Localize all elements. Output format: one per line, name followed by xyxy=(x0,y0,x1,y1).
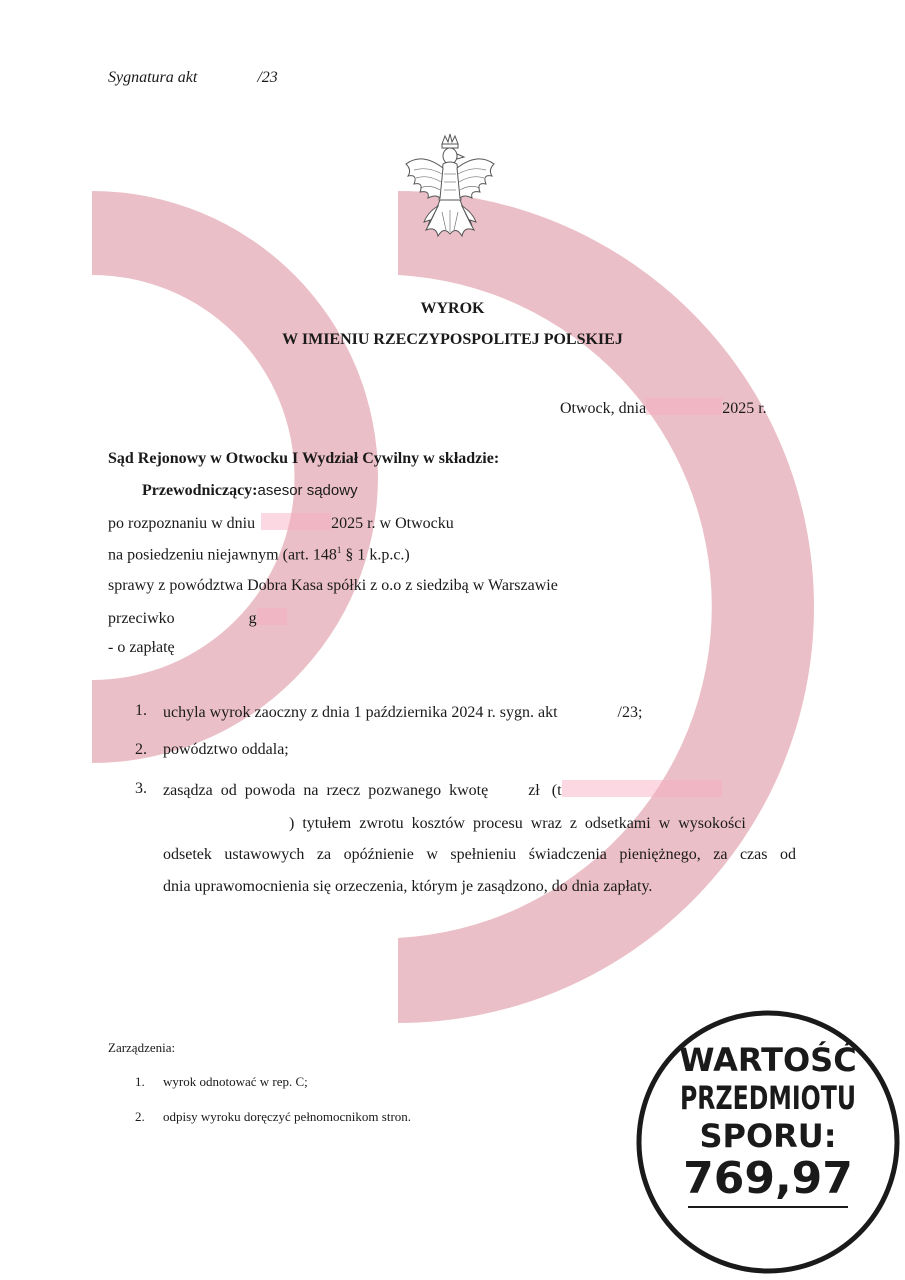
order-1-number: 1. xyxy=(135,1074,145,1089)
hearing-suffix: 2025 r. w Otwocku xyxy=(331,515,454,532)
badge-line-2: PRZEDMIOTU xyxy=(680,1079,856,1117)
ruling-2-text: powództwo oddala; xyxy=(163,741,289,758)
ruling-3-number: 3. xyxy=(135,780,147,797)
against-line xyxy=(108,608,287,628)
chair-label: Przewodniczący: xyxy=(142,482,258,499)
order-2-number: 2. xyxy=(135,1109,145,1124)
place-date xyxy=(560,398,767,418)
against-value: g xyxy=(248,610,257,627)
session-prefix: na posiedzeniu niejawnym (art. 148 xyxy=(108,546,337,564)
session-line xyxy=(108,545,410,564)
place-date-suffix: 2025 r. xyxy=(722,400,767,417)
against-label: przeciwko xyxy=(108,610,175,627)
polish-eagle-emblem-icon xyxy=(398,130,502,250)
ruling-3-line-1 xyxy=(163,780,722,800)
dispute-value-badge xyxy=(634,1008,902,1276)
ruling-2-number: 2. xyxy=(135,741,147,758)
ruling-1-text: uchyla wyrok zaoczny z dnia 1 października 2024 r. sygn. akt xyxy=(163,704,558,721)
place-date-prefix: Otwock, dnia xyxy=(560,400,647,417)
orders-label: Zarządzenia: xyxy=(108,1040,176,1055)
ruling-3-text-a: zasądza od powoda na rzecz pozwanego kwotę xyxy=(163,782,489,799)
hearing-line xyxy=(108,513,454,533)
chair-value: asesor sądowy xyxy=(257,482,358,499)
order-2-text: odpisy wyroku doręczyć pełnomocnikom stron. xyxy=(163,1109,412,1124)
session-sup: 1 xyxy=(336,545,342,555)
judgment-subtitle: W IMIENIU RZECZYPOSPOLITEJ POLSKIEJ xyxy=(282,331,623,348)
chair-line xyxy=(142,482,358,500)
order-1-text: wyrok odnotować w rep. C; xyxy=(163,1074,308,1089)
ruling-3-line-3: odsetek ustawowych za opóźnienie w spełnieniu świadczenia pieniężnego, za czas od xyxy=(163,846,796,863)
hearing-prefix: po rozpoznaniu w dniu xyxy=(108,515,256,532)
case-signature xyxy=(108,67,278,87)
signature-suffix: /23 xyxy=(257,69,278,86)
watermark-left-arc xyxy=(92,191,378,763)
claim-line: sprawy z powództwa Dobra Kasa spółki z o.o z siedzibą w Warszawie xyxy=(108,577,558,594)
judgment-title: WYROK xyxy=(420,300,485,317)
ruling-1 xyxy=(163,702,642,722)
ruling-1-suffix: /23; xyxy=(617,704,643,721)
subject-line: - o zapłatę xyxy=(108,639,175,656)
ruling-3-line-4: dnia uprawomocnienia się orzeczenia, którym je zasądzono, do dnia zapłaty. xyxy=(163,878,653,895)
court-line: Sąd Rejonowy w Otwocku I Wydział Cywilny w składzie: xyxy=(108,450,500,467)
session-suffix: § 1 k.p.c.) xyxy=(341,546,410,564)
badge-line-3: SPORU: xyxy=(699,1117,837,1155)
badge-line-1: WARTOŚĆ xyxy=(679,1041,857,1079)
signature-label: Sygnatura akt xyxy=(108,69,198,86)
ruling-1-number: 1. xyxy=(135,702,147,719)
badge-value: 769,97 xyxy=(683,1153,853,1204)
ruling-3-text-c: ) tytułem zwrotu kosztów procesu wraz z odsetkami w wysokości xyxy=(289,815,746,832)
ruling-3-line-2 xyxy=(163,813,746,833)
ruling-3-text-b: zł (t xyxy=(528,782,562,799)
